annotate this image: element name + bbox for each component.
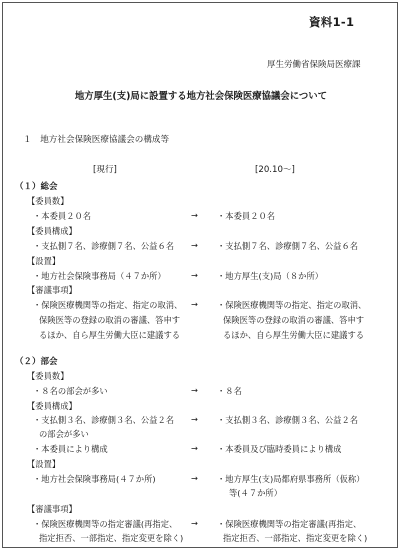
soukai-deliberation-current-line3: るほか、自ら厚生労働大臣に建議する — [39, 330, 181, 340]
right-arrow-icon: → — [191, 518, 198, 528]
soukai-establishment-current: ・地方社会保険事務局（４７か所） — [33, 271, 166, 281]
bukai-composition-current-line2: の部会が多い — [39, 429, 89, 439]
ministry-name: 厚生労働省保険局医療課 — [267, 60, 361, 70]
soukai-composition-new: ・支払側７名、診療側７名、公益６名 — [217, 241, 359, 251]
right-arrow-icon: → — [191, 270, 198, 280]
bukai-cat-deliberation: 【審議事項】 — [27, 504, 77, 514]
bukai-establishment-current: ・地方社会保険事務局(４７か所) — [33, 474, 156, 484]
soukai-composition-current: ・支払側７名、診療側７名、公益６名 — [33, 241, 175, 251]
soukai-member-count-current: ・本委員２０名 — [33, 211, 92, 221]
right-arrow-icon: → — [191, 240, 198, 250]
bukai-composition-new: ・支払側３名、診療側３名、公益２名 — [217, 415, 359, 425]
soukai-member-count-new: ・本委員２０名 — [217, 211, 276, 221]
bukai-deliberation-current-line2: 指定拒否、一部指定、指定変更を除く) — [39, 533, 184, 543]
bukai-member-count-new: ・８名 — [217, 386, 242, 396]
soukai-cat-member-count: 【委員数】 — [27, 196, 69, 206]
section-1-title: １ 地方社会保険医療協議会の構成等 — [23, 135, 170, 145]
bukai-member-count-current: ・８名の部会が多い — [33, 386, 108, 396]
soukai-cat-establishment: 【設置】 — [27, 256, 61, 266]
bukai-deliberation-current-line1: ・保険医療機関等の指定審議(再指定、 — [33, 519, 178, 529]
right-arrow-icon: → — [191, 210, 198, 220]
bukai-heading: （２）部会 — [15, 357, 58, 367]
soukai-cat-member-composition: 【委員構成】 — [27, 226, 77, 236]
right-arrow-icon: → — [191, 473, 198, 483]
bukai-cat-establishment: 【設置】 — [27, 459, 61, 469]
bukai-cat-member-composition: 【委員構成】 — [27, 401, 77, 411]
soukai-deliberation-new-line3: るほか、自ら厚生労働大臣に建議する — [223, 330, 365, 340]
bukai-establishment-new-line2: 等(４７か所） — [229, 488, 283, 498]
soukai-cat-deliberation: 【審議事項】 — [27, 285, 77, 295]
bukai-deliberation-new-line1: ・保険医療機関等の指定審議(再指定、 — [217, 519, 362, 529]
soukai-deliberation-new-line2: 保険医等の登録の取消の審議、答申す — [223, 315, 365, 325]
right-arrow-icon: → — [191, 443, 198, 453]
bukai-cat-member-count: 【委員数】 — [27, 371, 69, 381]
soukai-deliberation-current-line1: ・保険医療機関等の指定、指定の取消、 — [33, 300, 183, 310]
document-title: 地方厚生(支)局に設置する地方社会保険医療協議会について — [74, 91, 328, 102]
soukai-establishment-new: ・地方厚生(支)局（８か所） — [217, 271, 324, 281]
bukai-composition-current-line1: ・支払側３名、診療側３名、公益２名 — [33, 415, 175, 425]
soukai-heading: （１）総会 — [15, 182, 58, 192]
document-page — [2, 2, 398, 548]
right-arrow-icon: → — [191, 299, 198, 309]
column-header-new: [20.10～] — [255, 165, 295, 175]
soukai-deliberation-new-line1: ・保険医療機関等の指定、指定の取消、 — [217, 300, 367, 310]
bukai-members-new: ・本委員及び臨時委員により構成 — [217, 444, 342, 454]
right-arrow-icon: → — [191, 414, 198, 424]
soukai-deliberation-current-line2: 保険医等の登録の取消の審議、答申す — [39, 315, 181, 325]
bukai-members-current: ・本委員により構成 — [33, 444, 108, 454]
document-id: 資料1-1 — [309, 15, 355, 29]
bukai-deliberation-new-line2: 指定拒否、一部指定、指定変更を除く) — [223, 533, 368, 543]
right-arrow-icon: → — [191, 385, 198, 395]
bukai-establishment-new-line1: ・地方厚生(支)局都府県事務所（仮称） — [217, 474, 365, 484]
column-header-current: [現行] — [93, 165, 117, 175]
